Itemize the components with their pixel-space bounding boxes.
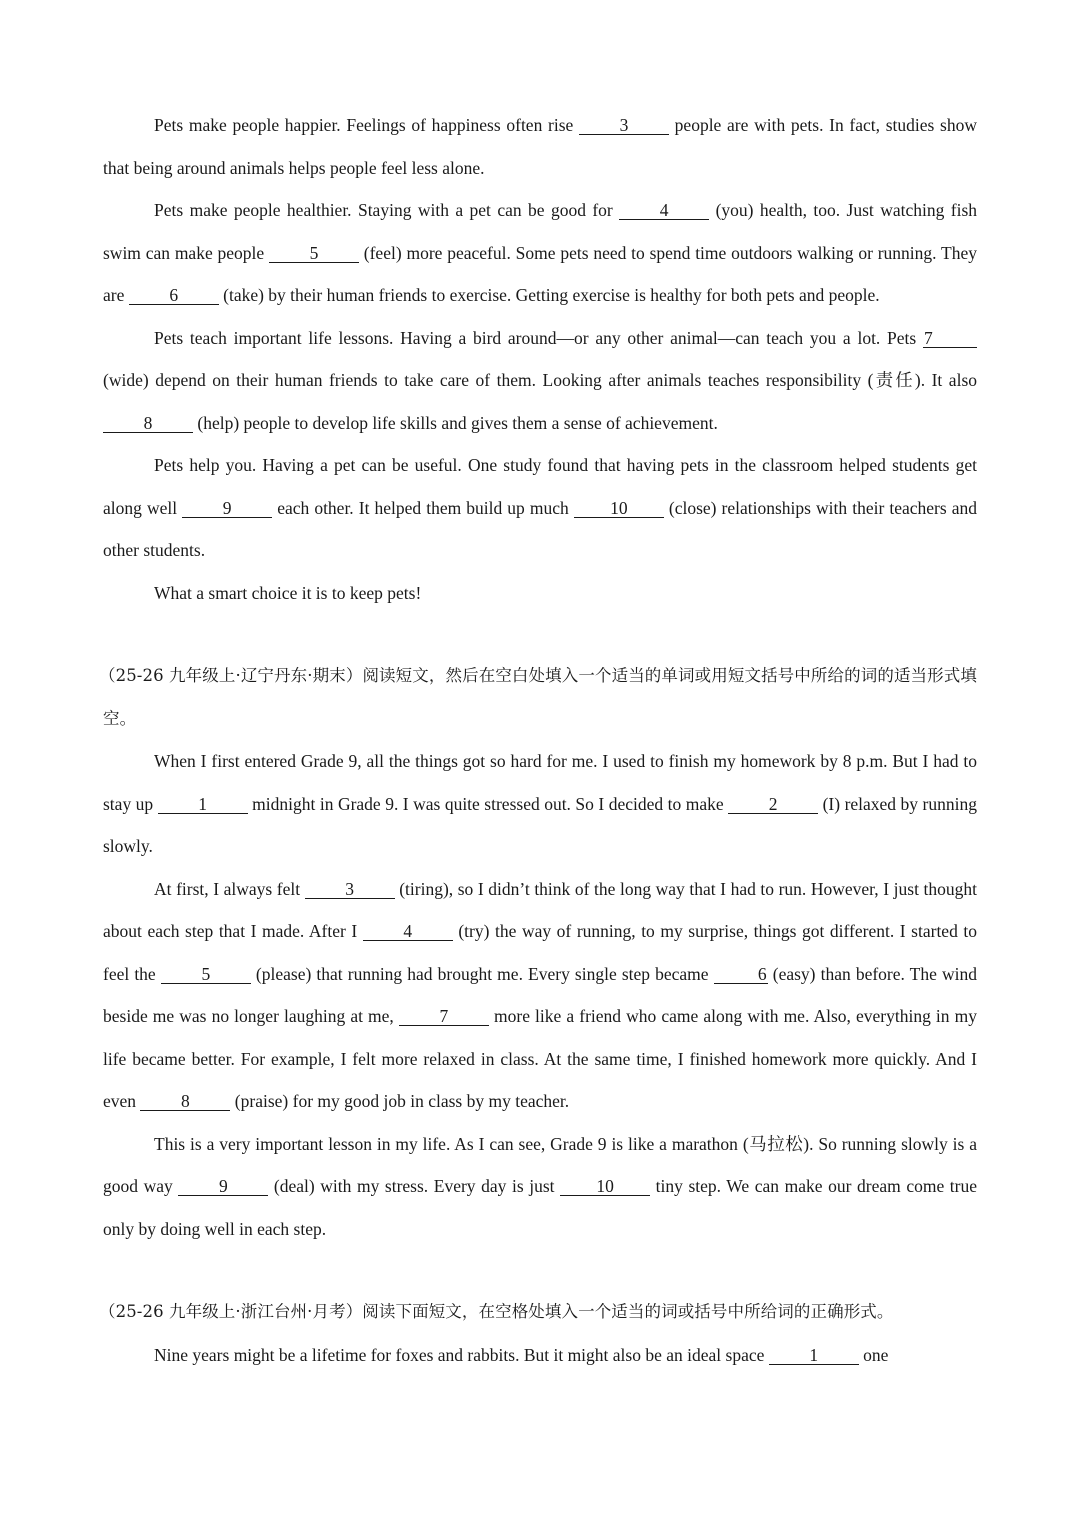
blank-9[interactable]: 9 [178,1177,268,1196]
blank-7[interactable]: 7 [399,1007,489,1026]
blank-7[interactable]: 7 [923,329,977,348]
passage2-paragraph-3: This is a very important lesson in my life. As I can see, Grade 9 is like a marathon (马拉松). So running slowly is a good way 9 (deal) with my stress. Every day is just 10 tiny step. We can make our dream come true only by doing well in each step. [103,1133,977,1239]
passage1-paragraph-5: What a smart choice it is to keep pets! [154,582,422,603]
blank-3[interactable]: 3 [305,880,395,899]
passage2-paragraph-2: At first, I always felt 3 (tiring), so I didn’t think of the long way that I had to run. However, I just thought about each step that I made. After I 4 (try) the way of running, to my surprise, things got different. I started to feel the 5 (please) that running had brought me. Every single step became 6 (easy) than before. The wind beside me was no longer laughing at me, 7 more like a friend who came along with me. Also, everything in my life became better. For example, I felt more relaxed in class. At the same time, I finished homework more quickly. And I even 8 (praise) for my good job in class by my teacher. [103,878,978,1111]
passage2-paragraph-1: When I first entered Grade 9, all the things got so hard for me. I used to finish my homework by 8 p.m. But I had to stay up 1 midnight in Grade 9. I was quite stressed out. So I decided to make 2 (I) relaxed by running slowly. [103,751,977,856]
blank-10[interactable]: 10 [560,1177,650,1196]
blank-1[interactable]: 1 [769,1346,859,1365]
document-page [99,104,978,1376]
blank-1[interactable]: 1 [158,795,248,814]
passage1-paragraph-4: Pets help you. Having a pet can be useful. One study found that having pets in the classroom helped students get along well 9 each other. It helped them build up much 10 (close) relationships with their teachers and other students. [103,455,977,560]
passage1-paragraph-2: Pets make people healthier. Staying with a pet can be good for 4 (you) health, too. Just watching fish swim can make people 5 (feel) more peaceful. Some pets need to spend time outdoors walking or running. They are 6 (take) by their human friends to exercise. Getting exercise is healthy for both pets and people. [103,200,977,305]
blank-4[interactable]: 4 [363,922,453,941]
blank-8[interactable]: 8 [140,1092,230,1111]
blank-9[interactable]: 9 [182,499,272,518]
passage2-instructions: （25-26 九年级上·辽宁丹东·期末）阅读短文，然后在空白处填入一个适当的单词或用短文括号中所给的词的适当形式填空。 [99,666,977,728]
blank-4[interactable]: 4 [619,201,709,220]
blank-3[interactable]: 3 [579,116,669,135]
blank-5[interactable]: 5 [161,965,251,984]
blank-10[interactable]: 10 [574,499,664,518]
passage1-paragraph-1: Pets make people happier. Feelings of happiness often rise 3 people are with pets. In fact, studies show that being around animals helps people feel less alone. [103,115,977,178]
blank-8[interactable]: 8 [103,414,193,433]
blank-5[interactable]: 5 [269,244,359,263]
blank-6[interactable]: 6 [714,965,768,984]
passage1-paragraph-3: Pets teach important life lessons. Having a bird around—or any other animal—can teach you a lot. Pets 7 (wide) depend on their human friends to take care of them. Looking after animals teaches responsibility (责任). It also 8 (help) people to develop life skills and gives them a sense of achievement. [103,327,977,433]
blank-2[interactable]: 2 [728,795,818,814]
blank-6[interactable]: 6 [129,286,219,305]
passage3-paragraph-1: Nine years might be a lifetime for foxes and rabbits. But it might also be an ideal space 1 one [154,1344,889,1365]
passage3-instructions: （25-26 九年级上·浙江台州·月考）阅读下面短文，在空格处填入一个适当的词或括号中所给词的正确形式。 [99,1302,894,1321]
